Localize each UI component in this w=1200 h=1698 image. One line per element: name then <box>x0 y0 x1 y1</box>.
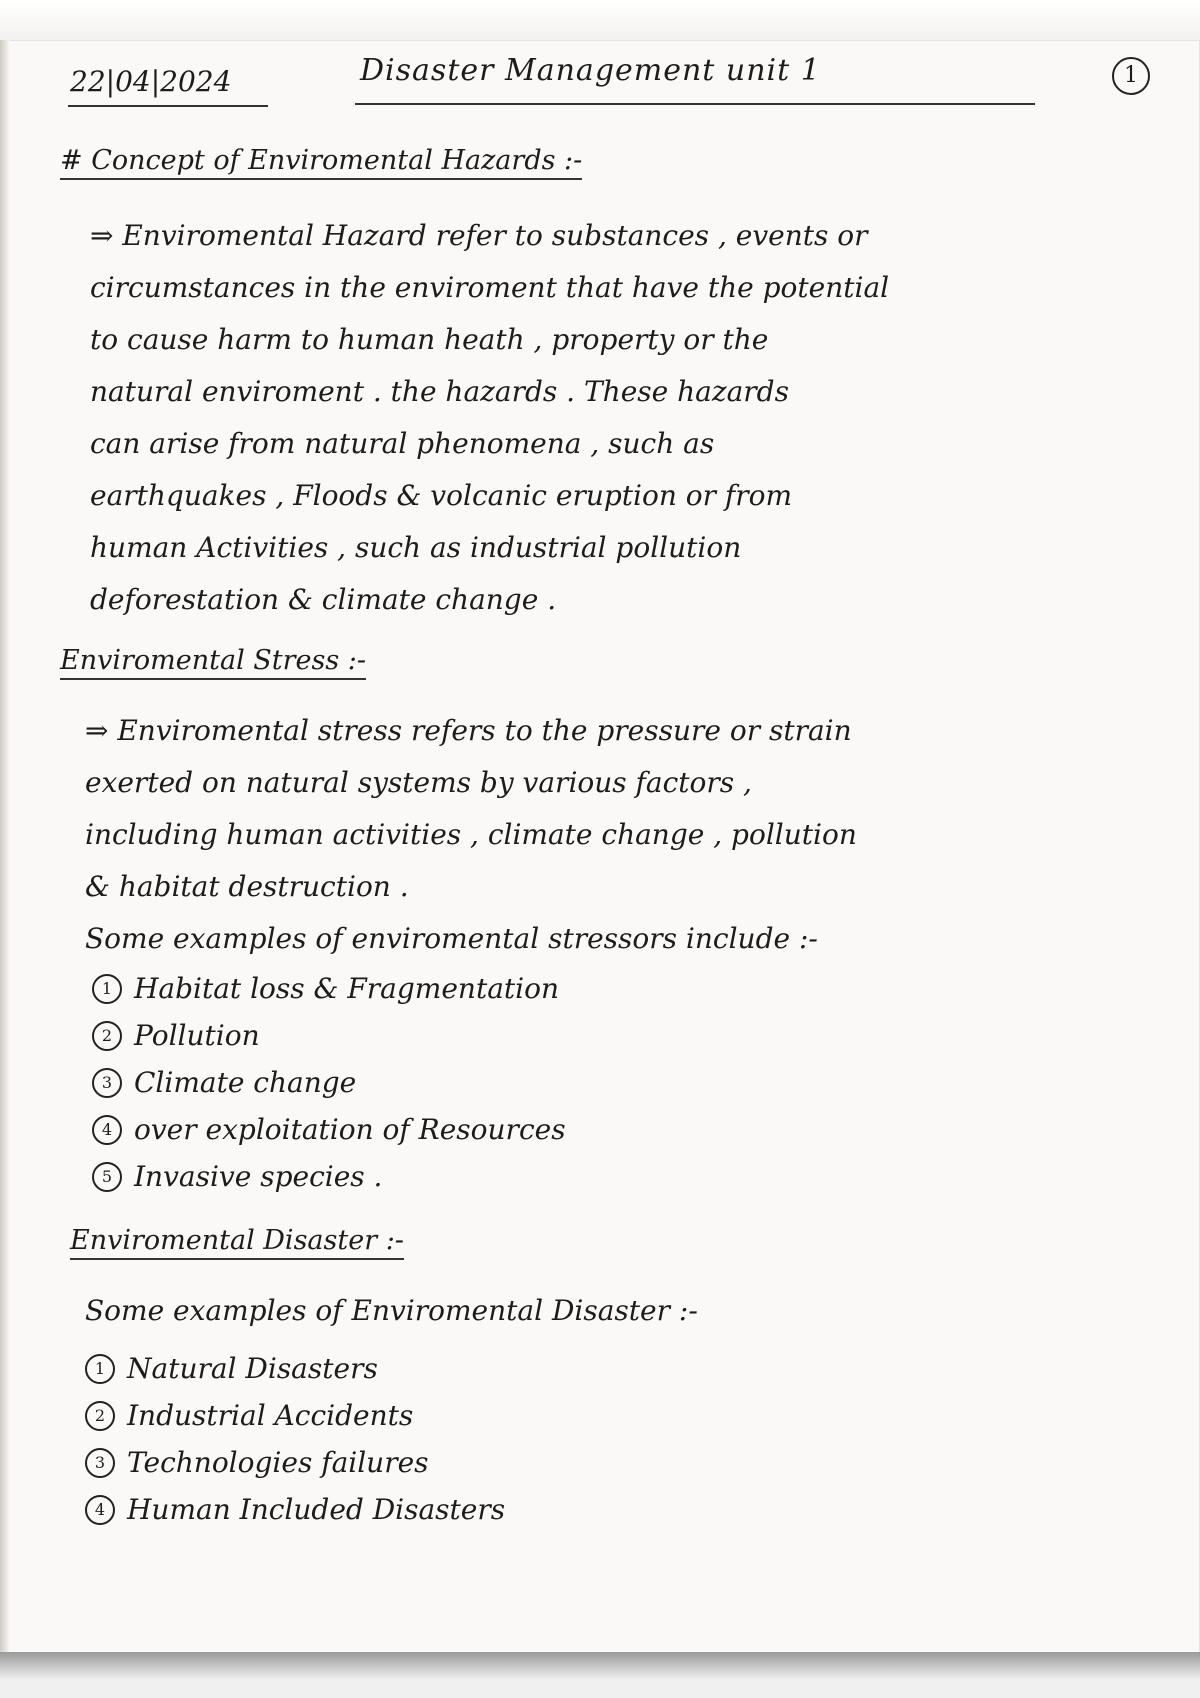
list-item <box>85 1486 1185 1533</box>
item-text: Human Included Disasters <box>127 1493 506 1526</box>
list-item <box>92 1153 1192 1200</box>
disaster-examples-intro: Some examples of Enviromental Disaster :- <box>85 1294 698 1327</box>
item-text: Invasive species . <box>134 1160 383 1193</box>
title-underline <box>355 103 1035 105</box>
text-line: exerted on natural systems by various factors , <box>85 766 752 799</box>
disaster-heading: Enviromental Disaster :- <box>70 1225 404 1260</box>
item-text: Climate change <box>134 1066 357 1099</box>
text-line: deforestation & climate change . <box>90 583 557 616</box>
page-binding-shadow <box>0 40 10 1660</box>
item-text: Industrial Accidents <box>127 1399 414 1432</box>
date: 22|04|2024 <box>70 65 232 98</box>
text-line: earthquakes , Floods & volcanic eruption or from <box>90 479 793 512</box>
section-heading <box>60 145 1160 180</box>
list-item <box>92 965 1192 1012</box>
item-text: Technologies failures <box>127 1446 429 1479</box>
item-number: 2 <box>85 1401 115 1431</box>
date-underline <box>68 105 268 107</box>
item-number: 1 <box>85 1354 115 1384</box>
item-number: 4 <box>92 1115 122 1145</box>
item-text: Pollution <box>134 1019 260 1052</box>
disaster-intro-block <box>85 1285 1185 1337</box>
item-number: 1 <box>92 974 122 1004</box>
text-line: ⇒ Enviromental stress refers to the pressure or strain <box>85 714 852 747</box>
disaster-list <box>85 1345 1185 1533</box>
list-item <box>85 1439 1185 1486</box>
list-item <box>85 1345 1185 1392</box>
text-line: can arise from natural phenomena , such as <box>90 427 715 460</box>
section-stress <box>60 645 1160 680</box>
stressors-list-container <box>92 965 1192 1200</box>
list-item <box>85 1392 1185 1439</box>
item-text: Natural Disasters <box>127 1352 378 1385</box>
text-line: ⇒ Enviromental Hazard refer to substances , events or <box>90 219 868 252</box>
list-item <box>92 1059 1192 1106</box>
page-number: 1 <box>1112 57 1150 95</box>
scan-top-edge <box>0 0 1200 42</box>
list-item <box>92 1106 1192 1153</box>
disaster-list-container <box>85 1345 1185 1533</box>
stress-examples-intro: Some examples of enviromental stressors include :- <box>85 922 818 955</box>
stressors-list <box>92 965 1192 1200</box>
section-heading <box>60 645 1160 680</box>
page-title: Disaster Management unit 1 <box>360 53 821 88</box>
stress-paragraph <box>85 705 1170 965</box>
page-header <box>60 45 1170 115</box>
text-line: including human activities , climate change , pollution <box>85 818 857 851</box>
text-line: & habitat destruction . <box>85 870 409 903</box>
stress-heading: Enviromental Stress :- <box>60 645 366 680</box>
text-line: human Activities , such as industrial pollution <box>90 531 742 564</box>
item-number: 5 <box>92 1162 122 1192</box>
item-number: 4 <box>85 1495 115 1525</box>
item-number: 2 <box>92 1021 122 1051</box>
section-disaster <box>70 1225 1170 1260</box>
text-line: natural enviroment . the hazards . These hazards <box>90 375 789 408</box>
item-text: over exploitation of Resources <box>134 1113 566 1146</box>
item-number: 3 <box>92 1068 122 1098</box>
item-text: Habitat loss & Fragmentation <box>134 972 559 1005</box>
list-item <box>92 1012 1192 1059</box>
section-hazards <box>60 145 1160 180</box>
hazards-heading: # Concept of Enviromental Hazards :- <box>60 145 582 180</box>
text-line: to cause harm to human heath , property or the <box>90 323 769 356</box>
section-heading <box>70 1225 1170 1260</box>
hazards-paragraph <box>90 210 1170 626</box>
item-number: 3 <box>85 1448 115 1478</box>
text-line: circumstances in the enviroment that have the potential <box>90 271 890 304</box>
scan-bottom-edge <box>0 1652 1200 1698</box>
